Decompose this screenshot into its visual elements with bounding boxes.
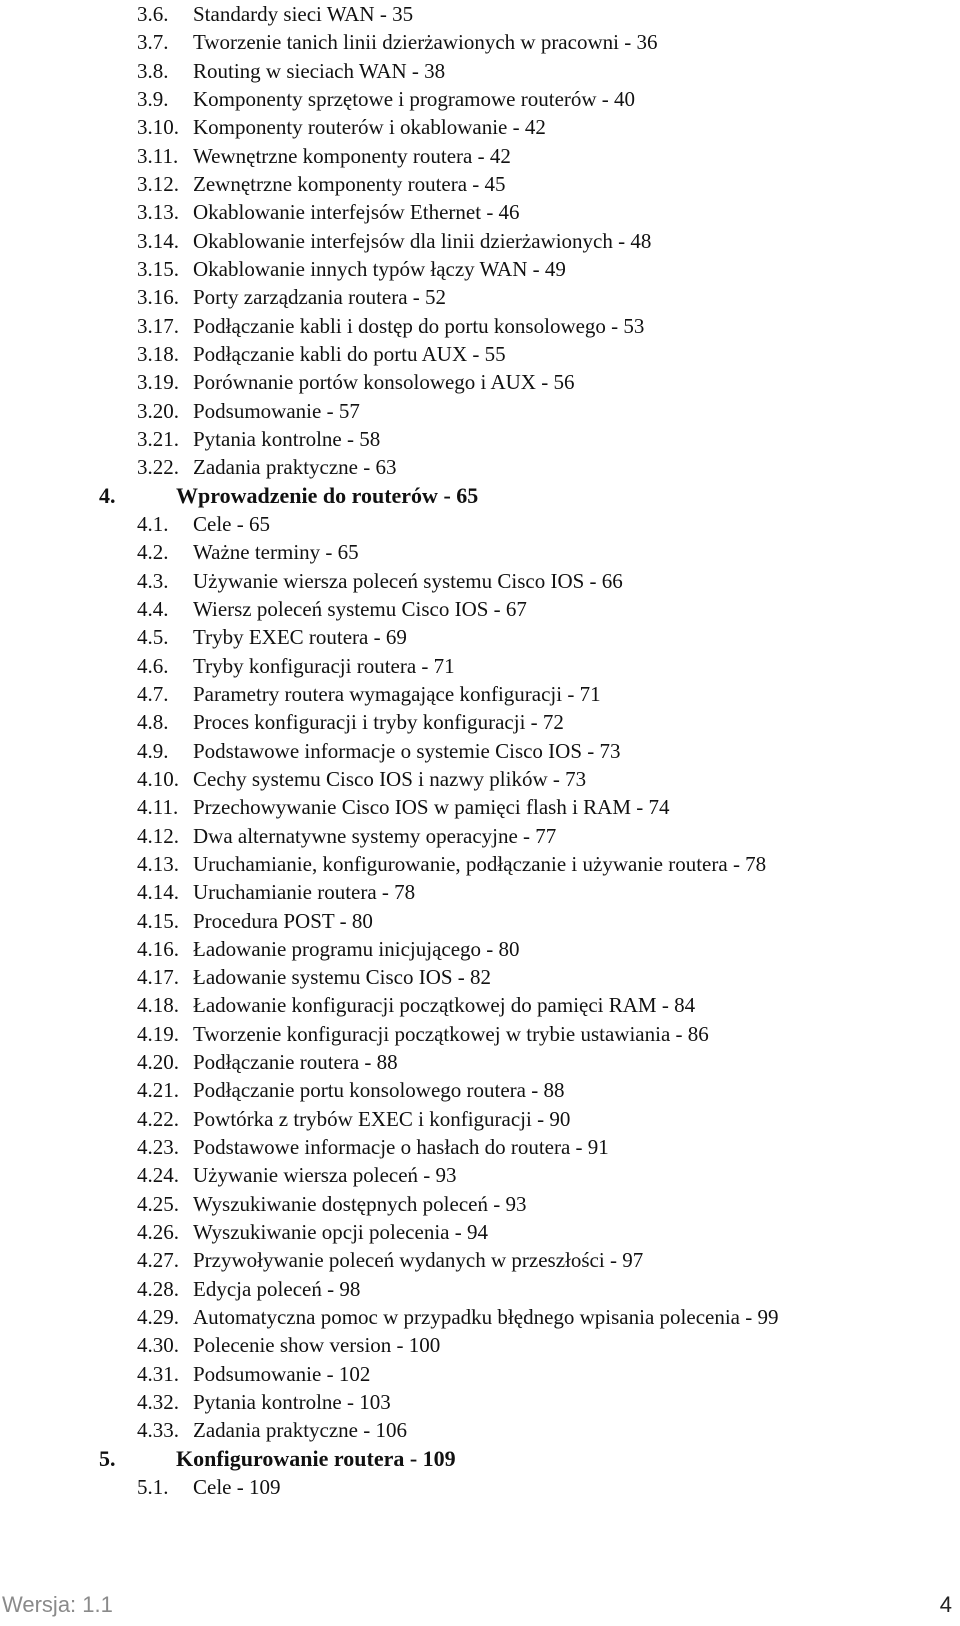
toc-section-entry: [0, 680, 960, 708]
toc-entry-title: Automatyczna pomoc w przypadku błędnego wpisania polecenia - 99: [193, 1305, 779, 1330]
toc-section-entry: [0, 1048, 960, 1076]
toc-entry-title: Komponenty routerów i okablowanie - 42: [193, 115, 546, 140]
toc-entry-title: Tworzenie tanich linii dzierżawionych w pracowni - 36: [193, 30, 658, 55]
toc-entry-title: Pytania kontrolne - 58: [193, 426, 381, 451]
toc-entry-title: Cechy systemu Cisco IOS i nazwy plików - 73: [193, 766, 587, 791]
toc-section-entry: [0, 850, 960, 878]
page-number: 4: [939, 1592, 952, 1617]
toc-entry-title: Używanie wiersza poleceń - 93: [193, 1163, 457, 1188]
toc-entry-title: Podstawowe informacje o hasłach do routera - 91: [193, 1135, 609, 1160]
toc-chapter-entry: [0, 1445, 960, 1473]
toc-entry-title: Konfigurowanie routera - 109: [176, 1445, 456, 1471]
toc-section-entry: [0, 1161, 960, 1189]
toc-section-entry: [0, 538, 960, 566]
toc-entry-number: 4.8.: [137, 710, 169, 735]
toc-entry-title: Routing w sieciach WAN - 38: [193, 58, 446, 83]
toc-entry-number: 3.17.: [137, 313, 179, 338]
toc-entry-title: Wprowadzenie do routerów - 65: [176, 482, 479, 508]
toc-entry-number: 4.30.: [137, 1333, 179, 1358]
toc-section-entry: [0, 1218, 960, 1246]
toc-entry-number: 4.25.: [137, 1191, 179, 1216]
toc-entry-title: Edycja poleceń - 98: [193, 1276, 361, 1301]
toc-entry-number: 4.9.: [137, 738, 169, 763]
toc-section-entry: [0, 142, 960, 170]
toc-entry-title: Wiersz poleceń systemu Cisco IOS - 67: [193, 596, 527, 621]
toc-entry-number: 3.18.: [137, 341, 179, 366]
toc-entry-number: 3.8.: [137, 58, 169, 83]
toc-entry-number: 4.26.: [137, 1220, 179, 1245]
toc-entry-title: Tryby EXEC routera - 69: [193, 625, 407, 650]
toc-section-entry: [0, 793, 960, 821]
toc-section-entry: [0, 283, 960, 311]
toc-section-entry: [0, 1190, 960, 1218]
toc-entry-number: 4.6.: [137, 653, 169, 678]
toc-entry-number: 4.18.: [137, 993, 179, 1018]
toc-entry-title: Ważne terminy - 65: [193, 540, 359, 565]
toc-entry-title: Okablowanie interfejsów dla linii dzierżawionych - 48: [193, 228, 652, 253]
toc-entry-number: 4.17.: [137, 965, 179, 990]
toc-entry-number: 3.19.: [137, 370, 179, 395]
toc-entry-number: 3.15.: [137, 256, 179, 281]
toc-entry-title: Porównanie portów konsolowego i AUX - 56: [193, 370, 575, 395]
toc-entry-title: Zadania praktyczne - 63: [193, 455, 397, 480]
toc-entry-title: Wyszukiwanie opcji polecenia - 94: [193, 1220, 488, 1245]
toc-entry-number: 4.: [99, 482, 116, 508]
toc-entry-title: Cele - 65: [193, 511, 270, 536]
toc-entry-number: 4.29.: [137, 1305, 179, 1330]
toc-section-entry: [0, 595, 960, 623]
toc-entry-number: 4.4.: [137, 596, 169, 621]
toc-section-entry: [0, 907, 960, 935]
version-label: Wersja: 1.1: [2, 1592, 113, 1617]
toc-entry-title: Dwa alternatywne systemy operacyjne - 77: [193, 823, 557, 848]
toc-entry-title: Okablowanie innych typów łączy WAN - 49: [193, 256, 566, 281]
toc-entry-title: Używanie wiersza poleceń systemu Cisco IOS - 66: [193, 568, 623, 593]
toc-section-entry: [0, 1331, 960, 1359]
toc-entry-number: 4.7.: [137, 681, 169, 706]
toc-section-entry: [0, 1473, 960, 1501]
toc-section-entry: [0, 312, 960, 340]
toc-section-entry: [0, 567, 960, 595]
toc-entry-title: Pytania kontrolne - 103: [193, 1390, 391, 1415]
toc-section-entry: [0, 397, 960, 425]
toc-entry-title: Standardy sieci WAN - 35: [193, 2, 414, 26]
toc-section-entry: [0, 0, 960, 28]
toc-section-entry: [0, 1105, 960, 1133]
toc-entry-number: 4.31.: [137, 1361, 179, 1386]
toc-entry-title: Cele - 109: [193, 1475, 281, 1500]
toc-entry-title: Komponenty sprzętowe i programowe routerów - 40: [193, 86, 636, 111]
toc-entry-number: 3.22.: [137, 455, 179, 480]
toc-section-entry: [0, 878, 960, 906]
toc-section-entry: [0, 85, 960, 113]
toc-section-entry: [0, 425, 960, 453]
toc-entry-number: 4.2.: [137, 540, 169, 565]
toc-entry-number: 3.16.: [137, 285, 179, 310]
toc-entry-number: 4.21.: [137, 1078, 179, 1103]
toc-entry-number: 5.: [99, 1445, 116, 1471]
toc-section-entry: [0, 510, 960, 538]
toc-section-entry: [0, 822, 960, 850]
toc-entry-title: Procedura POST - 80: [193, 908, 373, 933]
toc-entry-title: Przechowywanie Cisco IOS w pamięci flash i RAM - 74: [193, 795, 670, 820]
toc-entry-number: 4.5.: [137, 625, 169, 650]
toc-entry-number: 4.20.: [137, 1050, 179, 1075]
toc-section-entry: [0, 1133, 960, 1161]
toc-entry-number: 4.16.: [137, 936, 179, 961]
toc-section-entry: [0, 170, 960, 198]
toc-entry-title: Podstawowe informacje o systemie Cisco IOS - 73: [193, 738, 621, 763]
toc-entry-number: 3.14.: [137, 228, 179, 253]
toc-entry-title: Proces konfiguracji i tryby konfiguracji - 72: [193, 710, 564, 735]
toc-entry-title: Zadania praktyczne - 106: [193, 1418, 407, 1443]
toc-section-entry: [0, 1076, 960, 1104]
toc-section-entry: [0, 935, 960, 963]
toc-section-entry: [0, 652, 960, 680]
toc-entry-number: 3.11.: [137, 143, 179, 168]
toc-entry-number: 4.32.: [137, 1390, 179, 1415]
toc-section-entry: [0, 1275, 960, 1303]
toc-section-entry: [0, 113, 960, 141]
toc-entry-title: Uruchamianie routera - 78: [193, 880, 416, 905]
toc-entry-number: 3.13.: [137, 200, 179, 225]
toc-entry-number: 4.13.: [137, 851, 179, 876]
toc-entry-number: 4.33.: [137, 1418, 179, 1443]
toc-entry-title: Uruchamianie, konfigurowanie, podłączanie i używanie routera - 78: [193, 851, 767, 876]
toc-entry-number: 4.10.: [137, 766, 179, 791]
toc-entry-number: 4.28.: [137, 1276, 179, 1301]
toc-entry-number: 3.9.: [137, 86, 169, 111]
toc-entry-title: Podłączanie kabli i dostęp do portu konsolowego - 53: [193, 313, 645, 338]
toc-entry-number: 4.24.: [137, 1163, 179, 1188]
toc-entry-number: 3.20.: [137, 398, 179, 423]
toc-entry-number: 3.10.: [137, 115, 179, 140]
toc-section-entry: [0, 1416, 960, 1444]
toc-entry-title: Ładowanie systemu Cisco IOS - 82: [193, 965, 492, 990]
toc-section-entry: [0, 453, 960, 481]
toc-entry-title: Wyszukiwanie dostępnych poleceń - 93: [193, 1191, 527, 1216]
toc-entry-number: 4.11.: [137, 795, 179, 820]
toc-entry-number: 4.3.: [137, 568, 169, 593]
toc-entry-title: Podsumowanie - 57: [193, 398, 360, 423]
toc-entry-title: Tworzenie konfiguracji początkowej w trybie ustawiania - 86: [193, 1021, 709, 1046]
toc-entry-title: Ładowanie programu inicjującego - 80: [193, 936, 520, 961]
toc-entry-number: 3.6.: [137, 2, 169, 26]
toc-section-entry: [0, 227, 960, 255]
toc-section-entry: [0, 737, 960, 765]
toc-section-entry: [0, 991, 960, 1019]
toc-entry-number: 4.23.: [137, 1135, 179, 1160]
toc-entry-title: Podłączanie kabli do portu AUX - 55: [193, 341, 506, 366]
toc-entry-title: Podsumowanie - 102: [193, 1361, 371, 1386]
toc-entry-title: Zewnętrzne komponenty routera - 45: [193, 171, 506, 196]
toc-entry-title: Polecenie show version - 100: [193, 1333, 441, 1358]
toc-entry-number: 4.19.: [137, 1021, 179, 1046]
toc-entry-title: Przywoływanie poleceń wydanych w przeszłości - 97: [193, 1248, 644, 1273]
toc-entry-number: 4.22.: [137, 1106, 179, 1131]
toc-section-entry: [0, 28, 960, 56]
toc-entry-title: Parametry routera wymagające konfiguracji - 71: [193, 681, 601, 706]
toc-entry-number: 4.15.: [137, 908, 179, 933]
toc-entry-title: Tryby konfiguracji routera - 71: [193, 653, 455, 678]
page-footer: [0, 1584, 960, 1624]
toc-entry-number: 5.1.: [137, 1475, 169, 1500]
toc-entry-number: 4.12.: [137, 823, 179, 848]
toc-section-entry: [0, 765, 960, 793]
toc-section-entry: [0, 1020, 960, 1048]
toc-section-entry: [0, 708, 960, 736]
toc-entry-title: Podłączanie portu konsolowego routera - 88: [193, 1078, 565, 1103]
toc-section-entry: [0, 1360, 960, 1388]
toc-section-entry: [0, 198, 960, 226]
toc-entry-number: 4.1.: [137, 511, 169, 536]
toc-section-entry: [0, 255, 960, 283]
toc-entry-number: 3.7.: [137, 30, 169, 55]
toc-section-entry: [0, 1303, 960, 1331]
toc-section-entry: [0, 1388, 960, 1416]
toc-entry-title: Podłączanie routera - 88: [193, 1050, 398, 1075]
toc-chapter-entry: [0, 482, 960, 510]
toc-section-entry: [0, 1246, 960, 1274]
toc-section-entry: [0, 368, 960, 396]
toc-section-entry: [0, 57, 960, 85]
toc-entry-title: Porty zarządzania routera - 52: [193, 285, 447, 310]
toc-entry-number: 4.14.: [137, 880, 179, 905]
toc-section-entry: [0, 963, 960, 991]
toc-entry-title: Ładowanie konfiguracji początkowej do pamięci RAM - 84: [193, 993, 696, 1018]
toc-section-entry: [0, 623, 960, 651]
toc-entry-number: 3.21.: [137, 426, 179, 451]
toc-section-entry: [0, 340, 960, 368]
toc-entry-number: 4.27.: [137, 1248, 179, 1273]
toc-entry-number: 3.12.: [137, 171, 179, 196]
toc-entry-title: Wewnętrzne komponenty routera - 42: [193, 143, 511, 168]
toc-entry-title: Powtórka z trybów EXEC i konfiguracji - 90: [193, 1106, 571, 1131]
toc-entry-title: Okablowanie interfejsów Ethernet - 46: [193, 200, 520, 225]
